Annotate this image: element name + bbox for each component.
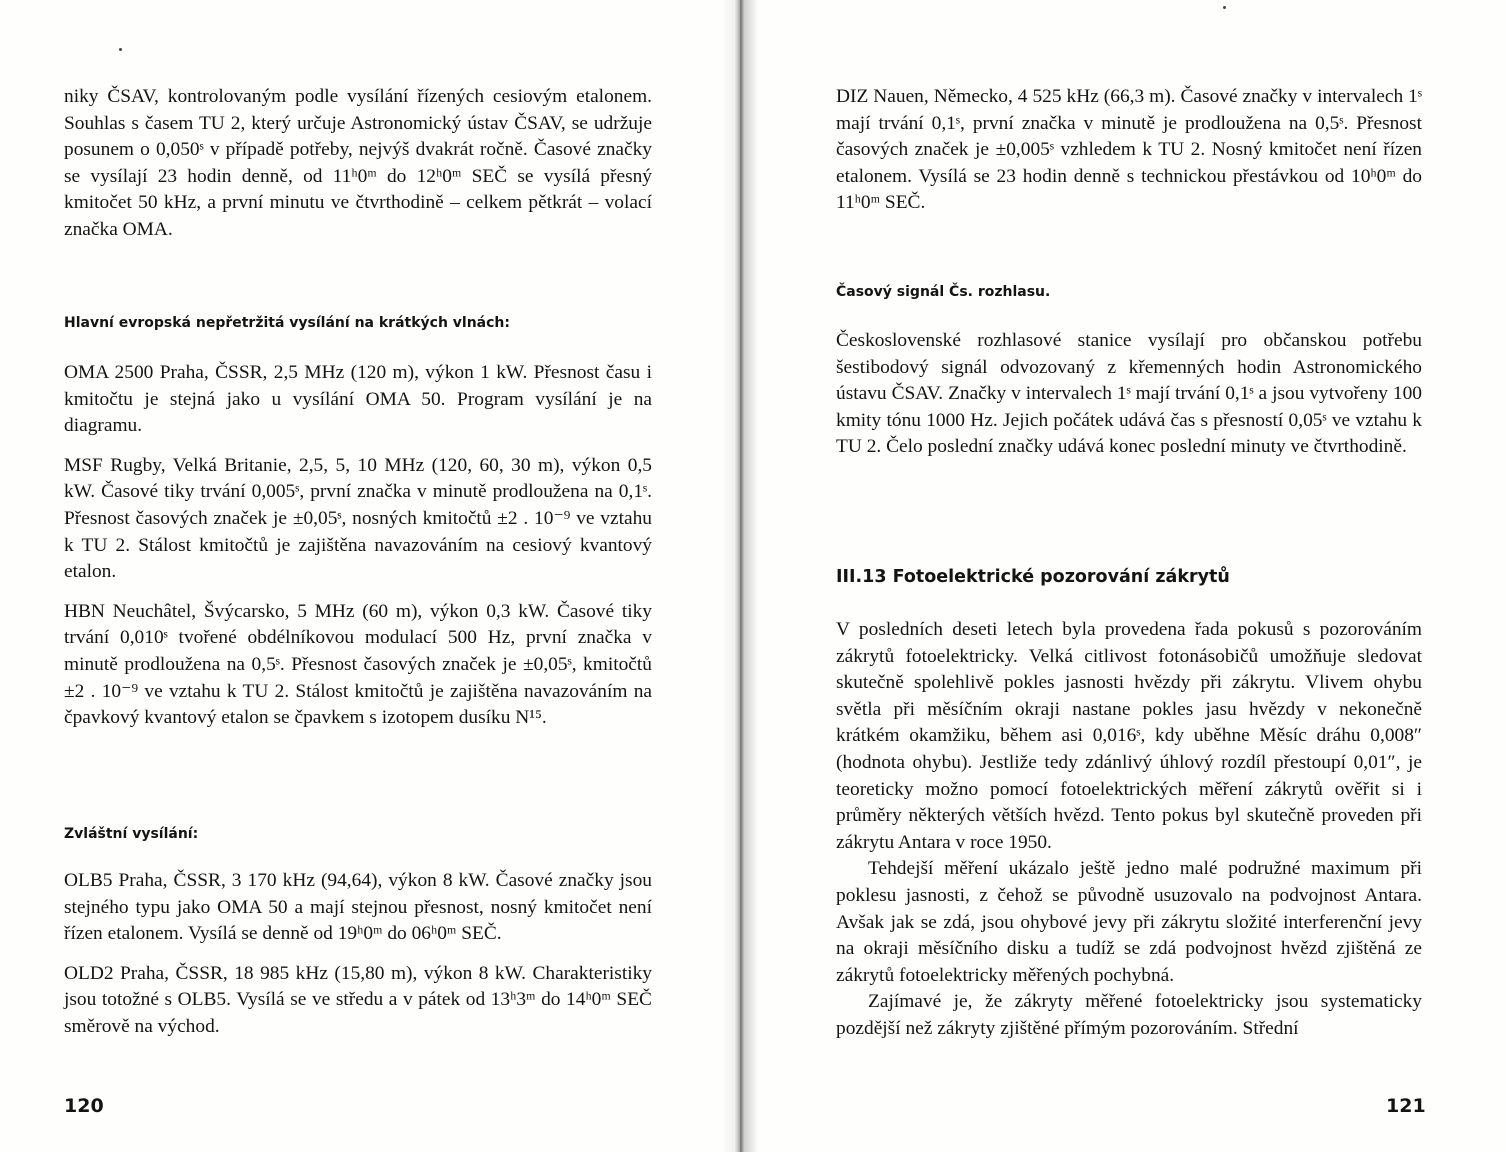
speck (1223, 6, 1226, 9)
left-page (0, 0, 742, 1152)
section-paragraph-3: Zajímavé je, že zákryty měřené fotoelektricky jsou systematicky pozdější než zákryty zjištěné přímým pozorováním. Střední (836, 991, 1422, 1039)
page-number-right: 121 (1386, 1095, 1426, 1117)
page-number-left: 120 (64, 1095, 104, 1117)
shortwave-entries (64, 360, 652, 732)
section-paragraph-2: Tehdejší měření ukázalo ještě jedno malé podružné maximum při poklesu jasnosti, z čehož se původně usuzovalo na podvojnost Antara. Avšak jak se zdá, jsou ohybové jevy při zákrytu složité interferenční jevy na okraji měsíčního disku a tudíž se zdá podvojnost hvězd zjištěná ze zákrytů fotoelektricky měřených pochybná. (836, 858, 1422, 986)
heading-shortwave: Hlavní evropská nepřetržitá vysílání na krátkých vlnách: (64, 315, 510, 331)
entry-hbn-neuchatel: HBN Neuchâtel, Švýcarsko, 5 MHz (60 m), výkon 0,3 kW. Časové tiky trvání 0,010ˢ tvořené obdélníkovou modulací 500 Hz, první značka v minutě prodloužena na 0,5ˢ. Přesnost časových značek je ±0,05ˢ, kmitočtů ±2 . 10⁻⁹ ve vztahu k TU 2. Stálost kmitočtů je zajištěna navazováním na čpavkový kvantový etalon se čpavkem s izotopem dusíku N¹⁵. (64, 600, 652, 729)
heading-special: Zvláštní vysílání: (64, 826, 199, 842)
radio-text: Československé rozhlasové stanice vysílají pro občanskou potřebu šestibodový signál odvozovaný z křemenných hodin Astronomického ústavu ČSAV. Značky v intervalech 1ˢ mají trvání 0,1ˢ a jsou vytvořeny 100 kmity tónu 1000 Hz. Jejich počátek udává čas s přesností 0,05ˢ ve vztahu k TU 2. Čelo poslední značky udává konec poslední minuty ve čtvrthodině. (836, 330, 1422, 458)
section-paragraph-1: V posledních deseti letech byla provedena řada pokusů s pozorováním zákrytů fotoelektricky. Velká citlivost fotonásobičů umožňuje sledovat skutečně spolehlivě pokles jasnosti hvězdy při zákrytu. Vlivem ohybu světla při měsíčním okraji nastane pokles jasu hvězdy v nekonečně krátkém okamžiku, během asi 0,016ˢ, kdy uběhne Měsíc dráhu 0,008″ (hodnota ohybu). Jestliže tedy zdánlivý úhlový rozdíl přestoupí 0,01″, je teoreticky možno pomocí fotoelektrických měření zákrytů ověřit si i průměry některých větších hvězd. Tento pokus byl skutečně proveden při zákrytu Antara v roce 1950. (836, 619, 1422, 853)
heading-radio: Časový signál Čs. rozhlasu. (836, 284, 1051, 300)
intro-text: niky ČSAV, kontrolovaným podle vysílání řízených cesiovým etalonem. Souhlas s časem TU 2, který určuje Astronomický ústav ČSAV, se udržuje posunem o 0,050ˢ v případě potřeby, nejvýš dvakrát ročně. Časové značky se vysílají 23 hodin denně, od 11ʰ0ᵐ do 12ʰ0ᵐ SEČ se vysílá přesný kmitočet 50 kHz, a první minutu ve čtvrthodině – celkem pětkrát – volací značka OMA. (64, 86, 652, 240)
entry-oma2500: OMA 2500 Praha, ČSSR, 2,5 MHz (120 m), výkon 1 kW. Přesnost času i kmitočtu je stejná jako u vysílání OMA 50. Program vysílání je na diagramu. (64, 362, 652, 437)
section-body (836, 617, 1422, 1043)
special-entries (64, 868, 652, 1041)
section-heading: III.13 Fotoelektrické pozorování zákrytů (836, 567, 1230, 587)
entry-msf-rugby: MSF Rugby, Velká Britanie, 2,5, 5, 10 MHz (120, 60, 30 m), výkon 0,5 kW. Časové tiky trvání 0,005ˢ, první značka v minutě prodloužena na 0,1ˢ. Přesnost časových značek je ±0,05ˢ, nosných kmitočtů ±2 . 10⁻⁹ ve vztahu k TU 2. Stálost kmitočtů je zajištěna navazováním na cesiový kvantový etalon. (64, 454, 652, 583)
entry-old2: OLD2 Praha, ČSSR, 18 985 kHz (15,80 m), výkon 8 kW. Charakteristiky jsou totožné s OLB5. Vysílá se ve středu a v pátek od 13ʰ3ᵐ do 14ʰ0ᵐ SEČ směrově na východ. (64, 962, 652, 1037)
entry-olb5: OLB5 Praha, ČSSR, 3 170 kHz (94,64), výkon 8 kW. Časové značky jsou stejného typu jako OMA 50 a mají stejnou přesnost, nosný kmitočet není řízen etalonem. Vysílá se denně od 19ʰ0ᵐ do 06ʰ0ᵐ SEČ. (64, 870, 652, 945)
radio-paragraph (836, 328, 1422, 461)
diz-paragraph (836, 84, 1422, 217)
speck (119, 48, 122, 51)
diz-text: DIZ Nauen, Německo, 4 525 kHz (66,3 m). Časové značky v intervalech 1ˢ mají trvání 0,1ˢ, první značka v minutě je prodloužena na 0,5ˢ. Přesnost časových značek je ±0,005ˢ vzhledem k TU 2. Nosný kmitočet není řízen etalonem. Vysílá se 23 hodin denně s technickou přestávkou od 10ʰ0ᵐ do 11ʰ0ᵐ SEČ. (836, 86, 1422, 214)
right-page (742, 0, 1506, 1152)
intro-paragraph (64, 84, 652, 244)
